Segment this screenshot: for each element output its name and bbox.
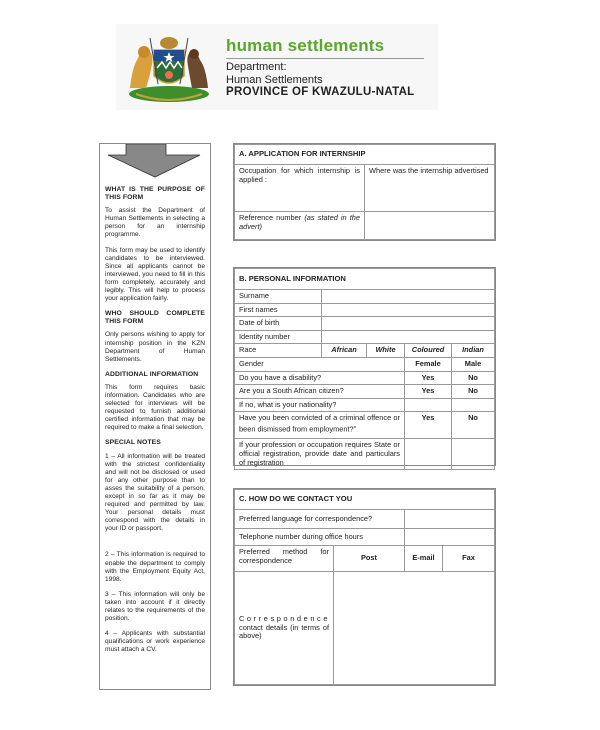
sidebar-heading-purpose: WHAT IS THE PURPOSE OF THIS FORM xyxy=(105,186,205,202)
down-arrow-icon xyxy=(102,144,208,178)
surname-label: Surname xyxy=(235,290,322,304)
method-option-email[interactable]: E-mail xyxy=(405,546,443,572)
telephone-label: Telephone number during office hours xyxy=(235,529,405,546)
department-logo-banner xyxy=(116,24,438,110)
method-option-fax[interactable]: Fax xyxy=(443,546,495,572)
citizen-option-no[interactable]: No xyxy=(452,385,495,399)
sidebar-paragraph: This form may be used to identify candidates to be interviewed. Since all applicants cannot be interviewed, you need to fill in this form completely, accurately and legibly. This will help to process your application fairly. xyxy=(105,246,205,303)
race-option-coloured[interactable]: Coloured xyxy=(405,344,452,358)
sidebar-paragraph: To assist the Department of Human Settlements in selecting a person for an internship programme. xyxy=(105,207,205,239)
contact-details-label-word: Correspondence xyxy=(239,614,331,624)
surname-input[interactable] xyxy=(322,290,495,304)
gender-option-female[interactable]: Female xyxy=(405,357,452,371)
advertised-label: Where was the internship advertised xyxy=(369,166,489,175)
sidebar-note: 3 – This information will only be taken into account if it directly relates to the requirements of the position. xyxy=(105,590,205,623)
sidebar-note: 2 – This information is required to enable the department to comply with the Employment Equity Act, 1998. xyxy=(105,551,205,583)
section-b-title: B. PERSONAL INFORMATION xyxy=(235,269,495,290)
criminal-option-no[interactable]: No xyxy=(452,412,495,439)
contact-details-label-cell xyxy=(235,572,334,685)
disability-label: Do you have a disability? xyxy=(235,371,405,385)
sidebar-heading-additional: ADDITIONAL INFORMATION xyxy=(105,370,199,378)
criminal-option-yes[interactable]: Yes xyxy=(405,412,452,439)
criminal-footnote-marker: a xyxy=(353,423,356,429)
nationality-input[interactable] xyxy=(405,398,452,412)
section-a-title: A. APPLICATION FOR INTERNSHIP xyxy=(235,145,495,165)
contact-details-label-rest: contact details (in terms of above) xyxy=(239,622,329,641)
gender-option-male[interactable]: Male xyxy=(452,357,495,371)
sidebar-paragraph: This form requires basic information. Candidates who are selected for interviews will be requested to furnish additional certified information that may be required to make a final selection. xyxy=(105,383,205,432)
section-personal-information xyxy=(233,267,496,466)
occupation-label: Occupation for which internship is applied : xyxy=(239,166,360,184)
logo-department-name: Human Settlements xyxy=(226,74,323,86)
date-of-birth-input[interactable] xyxy=(322,317,495,331)
citizen-option-yes[interactable]: Yes xyxy=(405,385,452,399)
instructions-sidebar xyxy=(99,143,211,690)
first-names-label: First names xyxy=(235,303,322,317)
contact-details-input[interactable] xyxy=(334,572,495,685)
disability-option-no[interactable]: No xyxy=(452,371,495,385)
nationality-label: If no, what is your nationality? xyxy=(235,398,405,412)
registration-label: If your profession or occupation requires State or official registration, provide date and particulars of registration xyxy=(235,439,405,470)
reference-label: Reference number xyxy=(239,213,302,222)
race-label: Race xyxy=(235,344,322,358)
criminal-label-cell xyxy=(235,412,405,439)
method-option-post[interactable]: Post xyxy=(334,546,405,572)
sidebar-heading-special-notes: SPECIAL NOTES xyxy=(105,439,161,447)
reference-note: (as stated in the advert) xyxy=(239,213,361,231)
date-of-birth-label: Date of birth xyxy=(235,317,322,331)
kzn-coat-of-arms-icon xyxy=(124,28,214,104)
nationality-input-extra[interactable] xyxy=(452,398,495,412)
race-option-indian[interactable]: Indian xyxy=(452,344,495,358)
language-input[interactable] xyxy=(405,510,495,529)
sidebar-note: 4 – Applicants with substantial qualifications or work experience must attach a CV. xyxy=(105,630,205,654)
advertised-field[interactable] xyxy=(365,165,495,212)
section-contact xyxy=(233,488,496,686)
gender-label: Gender xyxy=(235,357,405,371)
language-label: Preferred language for correspondence? xyxy=(235,510,405,529)
section-c-title: C. HOW DO WE CONTACT YOU xyxy=(235,490,495,510)
identity-number-label: Identity number xyxy=(235,330,322,344)
logo-department-label: Department: xyxy=(226,61,287,73)
criminal-label: Have you been convicted of a criminal offence or been dismissed from employment? xyxy=(239,413,400,434)
occupation-field[interactable] xyxy=(235,165,365,212)
telephone-input[interactable] xyxy=(405,529,495,546)
logo-divider xyxy=(226,58,424,59)
sidebar-note: 1 – All information will be treated with the strictest confidentiality and will not be disclosed or used for any other purpose than to asses the suitability of a person, except in so far as it may be required and permitted by law. Your personal details must correspond with the details in your ID or passport. xyxy=(105,452,205,533)
sidebar-paragraph: Only persons wishing to apply for internship position in the KZN Department of Human Settlements. xyxy=(105,331,205,363)
logo-province: PROVINCE OF KWAZULU-NATAL xyxy=(226,86,415,98)
citizen-label: Are you a South African citizen? xyxy=(235,385,405,399)
registration-input[interactable] xyxy=(405,439,452,470)
registration-input-extra[interactable] xyxy=(452,439,495,470)
race-option-african[interactable]: African xyxy=(322,344,367,358)
first-names-input[interactable] xyxy=(322,303,495,317)
method-label: Preferred method for correspondence xyxy=(235,546,334,572)
race-option-white[interactable]: White xyxy=(367,344,405,358)
disability-option-yes[interactable]: Yes xyxy=(405,371,452,385)
section-application xyxy=(233,143,496,241)
reference-number-input[interactable] xyxy=(365,212,495,240)
reference-label-cell xyxy=(235,212,365,240)
sidebar-heading-who: WHO SHOULD COMPLETE THIS FORM xyxy=(105,310,205,326)
identity-number-input[interactable] xyxy=(322,330,495,344)
logo-title: human settlements xyxy=(226,36,385,55)
